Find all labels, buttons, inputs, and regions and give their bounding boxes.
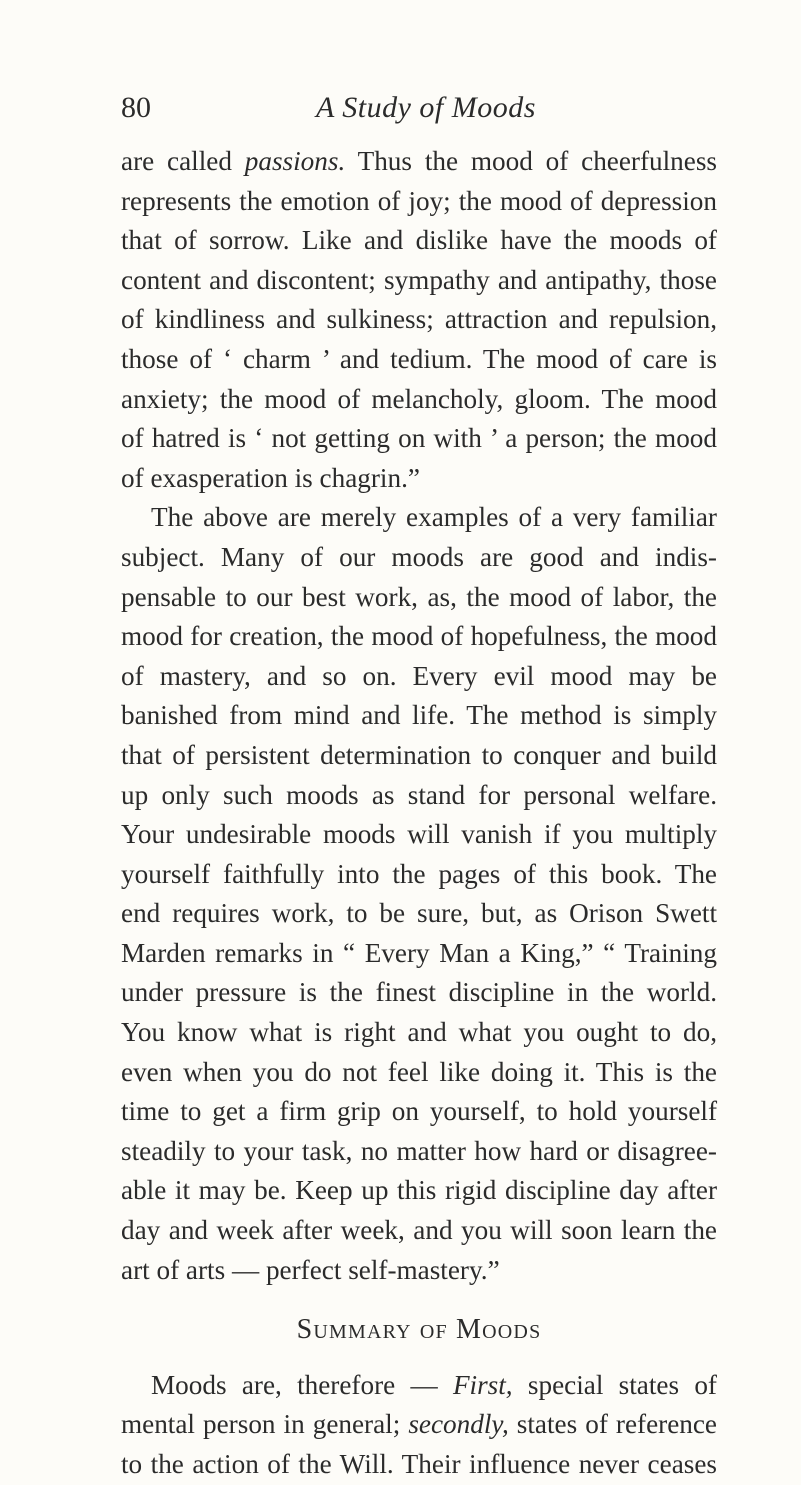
- text-line: that of sorrow. Like and dislike have the moods of: [121, 225, 717, 256]
- text-line: time to get a firm grip on yourself, to hold yourself: [121, 1096, 717, 1127]
- page-number: 80: [121, 91, 151, 124]
- text-line: are called passions. Thus the mood of cheerfulness: [121, 146, 718, 176]
- text-line: Marden remarks in “ Every Man a King,” “ Training: [121, 937, 717, 968]
- text-line: subject. Many of our moods are good and indis-: [121, 541, 717, 572]
- text-line: The above are merely examples of a very familiar: [151, 502, 717, 533]
- text-line: end requires work, to be sure, but, as Orison Swett: [121, 898, 717, 929]
- text-line: able it may be. Keep up this rigid discipline day after: [121, 1175, 717, 1206]
- text-line: pensable to our best work, as, the mood of labor, the: [121, 581, 717, 612]
- text-line: of mastery, and so on. Every evil mood may be: [121, 660, 717, 691]
- text-line: that of persistent determination to conquer and build: [121, 739, 717, 770]
- text-line: up only such moods as stand for personal welfare.: [121, 779, 717, 810]
- text-line: mental person in general; secondly, states of reference: [121, 1409, 718, 1440]
- text-line: Your undesirable moods will vanish if you multiply: [121, 819, 717, 850]
- text-line: of kindliness and sulkiness; attraction and repulsion,: [121, 304, 717, 335]
- running-title: A Study of Moods: [316, 91, 536, 124]
- text-line: mood for creation, the mood of hopefulness, the mood: [121, 621, 717, 652]
- text-line: day and week after week, and you will soon learn the: [121, 1215, 717, 1246]
- text-line: those of ‘ charm ’ and tedium. The mood of care is: [121, 343, 717, 374]
- text-line: Moods are, therefore — First, special states of: [151, 1369, 717, 1400]
- text-line: represents the emotion of joy; the mood of depression: [121, 185, 717, 216]
- text-line: art of arts — perfect self-mastery.”: [121, 1254, 500, 1285]
- body-text: [121, 142, 717, 1485]
- text-line: of hatred is ‘ not getting on with ’ a person; the mood: [121, 423, 717, 454]
- italic-text: secondly,: [408, 1409, 509, 1440]
- text-line: steadily to your task, no matter how hard or disagree-: [121, 1135, 717, 1166]
- text-line: yourself faithfully into the pages of this book. The: [121, 858, 717, 889]
- text-line: even when you do not feel like doing it. This is the: [121, 1056, 717, 1087]
- text-line: to the action of the Will. Their influence never ceases: [121, 1449, 717, 1479]
- text-line: anxiety; the mood of melancholy, gloom. The mood: [121, 383, 717, 414]
- italic-text: First,: [452, 1369, 513, 1400]
- section-heading: Summary of Moods: [296, 1314, 542, 1346]
- italic-text: passions.: [244, 146, 346, 176]
- text-line: banished from mind and life. The method is simply: [121, 700, 717, 731]
- text-line: under pressure is the finest discipline in the world.: [121, 977, 717, 1008]
- text-line: content and discontent; sympathy and antipathy, those: [121, 264, 717, 295]
- text-line: You know what is right and what you ought to do,: [121, 1017, 717, 1048]
- text-line: of exasperation is chagrin.”: [121, 462, 420, 493]
- running-head: [121, 88, 721, 128]
